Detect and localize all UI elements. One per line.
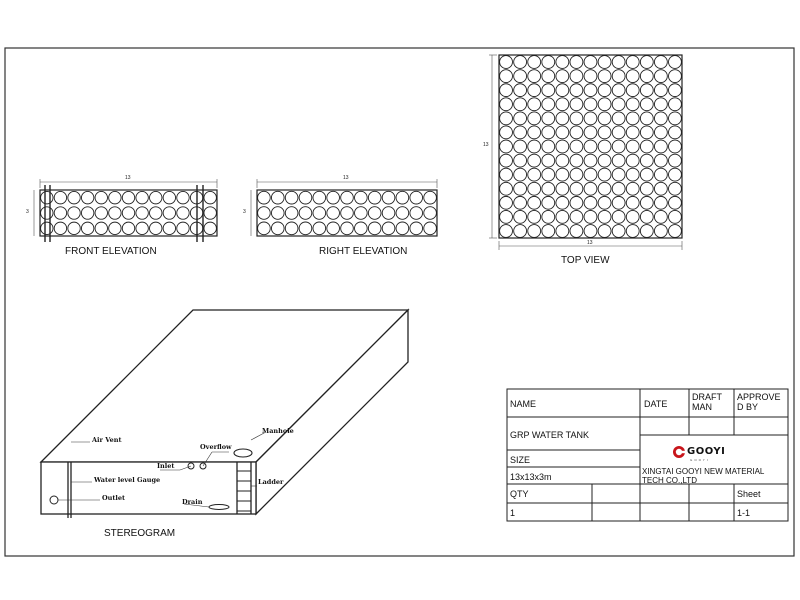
front-elevation-drawing xyxy=(34,179,217,242)
logo-mark xyxy=(673,446,685,458)
qty-label: QTY xyxy=(510,489,529,499)
right-elevation-drawing xyxy=(251,179,437,236)
date-label: DATE xyxy=(644,399,668,409)
stereogram-label: STEREOGRAM xyxy=(104,528,176,539)
product-name: GRP WATER TANK xyxy=(510,430,590,440)
front-height-dim: 3 xyxy=(26,209,29,215)
qty-value: 1 xyxy=(510,508,516,518)
right-elevation-label: RIGHT ELEVATION xyxy=(319,246,408,257)
inlet-callout: Inlet xyxy=(157,462,175,470)
company-name: XINGTAI GOOYI NEW MATERIAL TECH CO.,LTD xyxy=(642,467,765,485)
outlet-callout: Outlet xyxy=(102,494,125,502)
manhole-callout: Manhole xyxy=(262,427,294,435)
top-height-dim: 13 xyxy=(483,142,489,148)
front-elevation-label: FRONT ELEVATION xyxy=(65,246,157,257)
sheet-value: 1-1 xyxy=(737,508,751,518)
company-logo-subtext: GOOYI xyxy=(690,458,710,462)
draft-man-label: DRAFT MAN xyxy=(692,392,722,412)
stereogram-drawing xyxy=(41,310,408,518)
overflow-callout: Overflow xyxy=(200,443,232,451)
right-width-dim: 13 xyxy=(343,175,349,181)
approved-by-label: APPROVE D BY xyxy=(737,392,781,412)
ladder-callout: Ladder xyxy=(258,478,284,486)
sheet-label: Sheet xyxy=(737,489,761,499)
size-value: 13x13x3m xyxy=(510,472,552,482)
top-width-dim: 13 xyxy=(587,240,593,246)
drain-callout: Drain xyxy=(182,498,203,506)
top-view-drawing xyxy=(489,55,682,250)
front-width-dim: 13 xyxy=(125,175,131,181)
name-label: NAME xyxy=(510,399,537,409)
size-label: SIZE xyxy=(510,455,531,465)
water-level-gauge-callout: Water level Gauge xyxy=(94,476,161,484)
company-logo-text: GOOYI xyxy=(687,446,726,457)
top-view-label: TOP VIEW xyxy=(561,255,610,266)
air-vent-callout: Air Vent xyxy=(92,436,122,444)
right-height-dim: 3 xyxy=(243,209,246,215)
